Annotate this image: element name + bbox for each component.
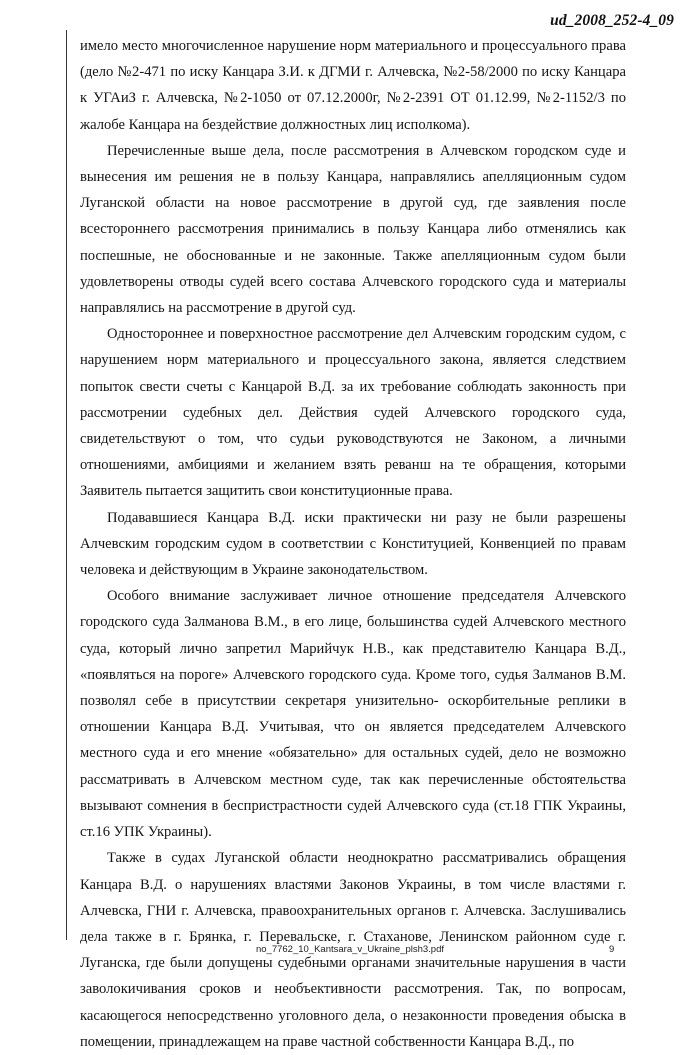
document-body [80,33,626,1055]
page-number: 9 [609,944,615,955]
paragraph: Также в судах Луганской области неоднократно рассматривались обращения Канцара В.Д. о нарушениях властями Законов Украины, в том числе властями г. Алчевска, ГНИ г. Алчевска, правоохранительных органов г. Алчевска. Заслушивались дела также в г. Брянка, г. Перевальске, г. Стаханове, Ленинском районном суде г. Луганска, где были допущены судебными органами значительные нарушения в части заволокичивания сроков и необъективности рассмотрения. Так, по вопросам, касающегося непосредственно уголовного дела, о незаконности проведения обыска в помещении, принадлежащем на праве частной собственности Канцара В.Д., по [80,850,626,1050]
document-id-header: ud_2008_252-4_09 [550,12,674,29]
paragraph-continuation: имело место многочисленное нарушение норм материального и процессуального права (дело №2-471 по иску Канцара З.И. к ДГМИ г. Алчевска, №2-58/2000 по иску Канцара к УГАиЗ г. Алчевска, №2-1050 от 07.12.2000г, №2-2391 ОТ 01.12.99, №2-1152/3 по жалобе Канцара на бездействие должностных лиц исполкома). [80,38,626,133]
paragraph: Особого внимание заслуживает личное отношение председателя Алчевского городского суда Залманова В.М., в его лице, большинства судей Алчевского местного суда, который лично запретил Марийчук Н.В., как представителю Канцара В.Д., «появляться на пороге» Алчевского городского суда. Кроме того, судья Залманов В.М. позволял себе в присутствии секретаря унизительно- оскорбительные реплики в отношении Канцара В.Д. Учитывая, что он является председателем Алчевского местного суда и его мнение «обязательно» для остальных судей, дело не возможно рассматривать в Алчевском местном суде, так как перечисленные обстоятельства вызывают сомнения в беспристрастности судей Алчевского суда (ст.18 ГПК Украины, ст.16 УПК Украины). [80,588,626,841]
paragraph: Одностороннее и поверхностное рассмотрение дел Алчевским городским судом, с нарушением норм материального и процессуального закона, является следствием попыток свести счеты с Канцарой В.Д. за их требование соблюдать законность при рассмотрении судебных дел. Действия судей Алчевского городского суда, свидетельствуют о том, что судьи руководствуются не Законом, а личными отношениями, амбициями и желанием взять реванш на те обращения, которыми Заявитель пытается защитить свои конституционные права. [80,326,626,500]
paragraph: Подававшиеся Канцара В.Д. иски практически ни разу не были разрешены Алчевским городским судом в соответствии с Конституцией, Конвенцией по правам человека и действующим в Украине законодательством. [80,509,626,579]
paragraph: Перечисленные выше дела, после рассмотрения в Алчевском городском суде и вынесения им решения не в пользу Канцара, направлялись апелляционным судом Луганской области на новое рассмотрение в другой суд, где заявления после всестороннего рассмотрения принимались в пользу Канцара либо отменялись как поспешные, не обоснованные и не законные. Также апелляционным судом были удовлетворены отводы судей всего состава Алчевского городского суда и материалы направлялись на рассмотрение в другой суд. [80,142,626,317]
footer-filename: no_7762_10_Kantsara_v_Ukraine_plsh3.pdf [255,944,445,955]
left-margin-line [66,30,67,940]
